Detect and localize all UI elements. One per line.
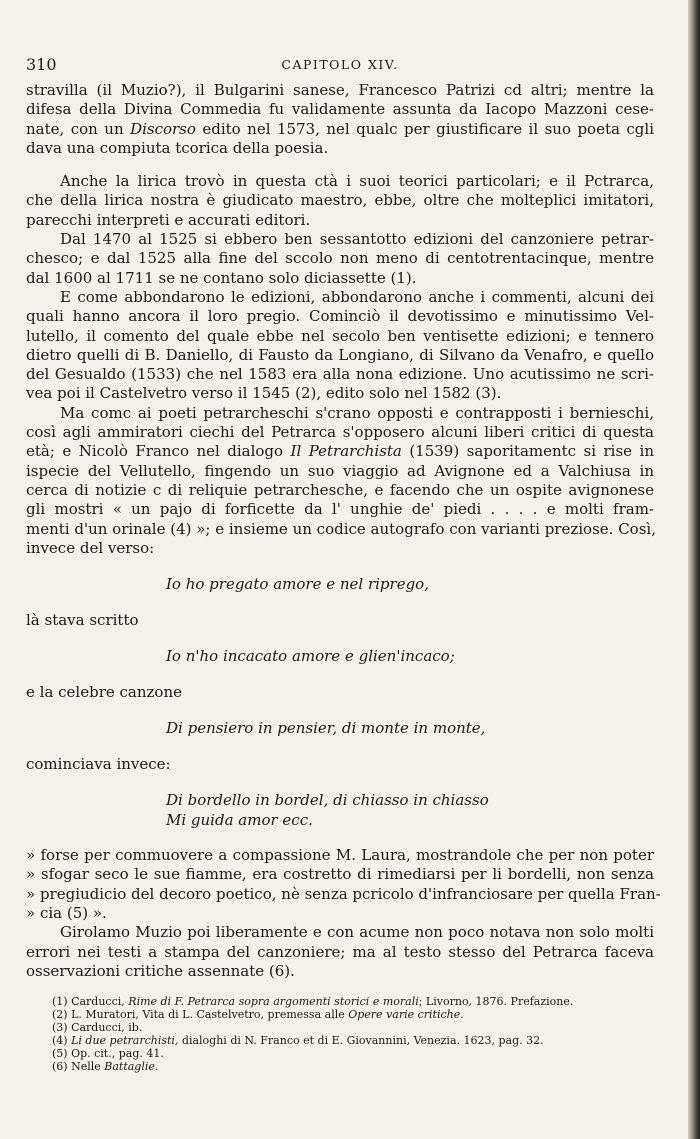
book-page bbox=[26, 55, 661, 1074]
footnote-text: (3) Carducci, ib. bbox=[52, 1021, 143, 1035]
connecting-text: là stava scritto bbox=[26, 611, 139, 630]
running-header bbox=[26, 55, 654, 81]
footnote-text: (5) Op. cit., pag. 41. bbox=[52, 1047, 164, 1061]
text-line: dietro quelli di B. Daniello, di Fausto da Longiano, di Silvano da Venafro, e quello bbox=[26, 345, 654, 364]
text-run: edito nel 1573, nel qualc per giustificare il suo poeta cgli bbox=[195, 119, 654, 138]
footnote bbox=[52, 995, 654, 1008]
paragraph-2 bbox=[26, 172, 654, 230]
text-line: così agli ammiratori ciechi del Petrarca s'opposero alcuni liberi critici di questa bbox=[26, 423, 654, 442]
text-run: (1539) saporitamentc si rise in bbox=[401, 442, 654, 461]
connecting-text: e la celebre canzone bbox=[26, 683, 182, 702]
verse-quote: Di pensiero in pensier, di monte in monte, bbox=[166, 719, 486, 738]
footnote-text: (4) bbox=[52, 1034, 72, 1048]
footnote-text: (1) Carducci, bbox=[52, 995, 129, 1009]
text-line: del Gesualdo (1533) che nel 1583 era alla nona edizione. Uno acutissimo ne scri- bbox=[26, 365, 654, 384]
page-number: 310 bbox=[26, 55, 57, 74]
footnote-text: dialoghi di N. Franco et di E. Giovannini, Venezia. 1623, pag. 32. bbox=[178, 1034, 544, 1048]
text-line: dal 1600 al 1711 se ne contano solo diciassette (1). bbox=[26, 268, 417, 287]
text-line: gli mostri « un pajo di forficette da l' unghie de' piedi . . . . e molti fram- bbox=[26, 500, 654, 519]
footnote-italic: Li due petrarchisti, bbox=[71, 1034, 179, 1048]
text-line: Ma comc ai poeti petrarcheschi s'crano opposti e contrapposti i bernieschi, bbox=[60, 403, 654, 422]
text-line: osservazioni critiche assennate (6). bbox=[26, 961, 295, 980]
chapter-title: CAPITOLO XIV. bbox=[281, 57, 399, 72]
verse-quote: Io n'ho incacato amore e glien'incaco; bbox=[166, 647, 455, 666]
page-edge-shadow bbox=[688, 0, 700, 1139]
paragraph-4 bbox=[26, 288, 654, 404]
text-line: dava una compiuta tcorica della poesia. bbox=[26, 138, 329, 157]
text-line: che della lirica nostra è giudicato maestro, ebbe, oltre che molteplici imitatori, bbox=[26, 191, 654, 210]
text-line: errori nei testi a stampa del canzoniere; ma al testo stesso del Petrarca faceva bbox=[26, 942, 654, 961]
verse-quote: Io ho pregato amore e nel riprego, bbox=[166, 575, 429, 594]
text-line: invece del verso: bbox=[26, 538, 155, 557]
text-run: età; e Nicolò Franco nel dialogo bbox=[26, 442, 291, 461]
footnote-italic: Rime di F. Petrarca sopra argomenti storici e morali bbox=[128, 995, 419, 1009]
paragraph-3 bbox=[26, 230, 654, 288]
verse-quote: Mi guida amor ecc. bbox=[166, 811, 313, 830]
text-line: vea poi il Castelvetro verso il 1545 (2), edito solo nel 1582 (3). bbox=[26, 384, 502, 403]
text-line: lutello, il comento del quale ebbe nel secolo ben ventisette edizioni; e tennero bbox=[26, 326, 654, 345]
footnote-text: ; Livorno, 1876. Prefazione. bbox=[418, 995, 574, 1009]
text-line: cerca di notizie c di reliquie petrarchesche, e facendo che un ospite avignonese bbox=[26, 480, 654, 499]
connecting-text: cominciava invece: bbox=[26, 755, 171, 774]
italic-title: Discorso bbox=[130, 119, 196, 138]
paragraph-6 bbox=[26, 846, 661, 923]
paragraph-5 bbox=[26, 404, 654, 558]
text-line: parecchi interpreti e accurati editori. bbox=[26, 210, 311, 229]
paragraph-1 bbox=[26, 81, 654, 158]
text-line bbox=[26, 442, 654, 461]
text-line: Dal 1470 al 1525 si ebbero ben sessantotto edizioni del canzoniere petrar- bbox=[60, 230, 654, 249]
verse-quote: Di bordello in bordel, di chiasso in chiasso bbox=[166, 791, 489, 810]
text-line: stravilla (il Muzio?), il Bulgarini sanese, Francesco Patrizi cd altri; mentre la bbox=[26, 81, 654, 99]
text-line: Anche la lirica trovò in questa ctà i suoi teorici particolari; e il Pctrarca, bbox=[60, 172, 654, 191]
text-line: ispecie del Vellutello, fingendo un suo viaggio ad Avignone ed a Valchiusa in bbox=[26, 461, 654, 480]
footnote bbox=[52, 1034, 654, 1047]
footnotes bbox=[52, 995, 654, 1073]
text-line: quali hanno ancora il loro pregio. Cominciò il devotissimo e minutissimo Vel- bbox=[26, 307, 654, 326]
footnote-text: (2) L. Muratori, Vita di L. Castelvetro, premessa alle bbox=[52, 1008, 349, 1022]
footnote bbox=[52, 1060, 654, 1073]
text-line: chesco; e dal 1525 alla fine del sccolo non meno di centotrentacinque, mentre bbox=[26, 249, 654, 268]
footnote-italic: Battaglie. bbox=[104, 1060, 159, 1074]
text-line: Girolamo Muzio poi liberamente e con acume non poco notava non solo molti bbox=[60, 923, 654, 942]
footnote bbox=[52, 1021, 654, 1034]
text-line bbox=[26, 120, 654, 139]
text-line: » forse per commuovere a compassione M. Laura, mostrandole che per non poter bbox=[26, 846, 654, 865]
footnote bbox=[52, 1047, 654, 1060]
footnote-text: (6) Nelle bbox=[52, 1060, 105, 1074]
text-line: difesa della Divina Commedia fu validamente assunta da Iacopo Mazzoni cese- bbox=[26, 100, 654, 119]
italic-title: Il Petrarchista bbox=[290, 442, 402, 461]
text-line: » cia (5) ». bbox=[26, 904, 107, 923]
text-line: menti d'un orinale (4) »; e insieme un codice autografo con varianti preziose. Così, bbox=[26, 519, 656, 538]
text-run: nate, con un bbox=[26, 119, 131, 138]
text-line: » sfogar seco le sue fiamme, era costretto di rimediarsi per li bordelli, non senza bbox=[26, 865, 654, 884]
text-line: E come abbondarono le edizioni, abbondarono anche i commenti, alcuni dei bbox=[60, 287, 654, 306]
footnote bbox=[52, 1008, 654, 1021]
text-line: » pregiudicio del decoro poetico, nè senza pcricolo d'infranciosare per quella Fran- bbox=[26, 884, 661, 903]
footnote-italic: Opere varie critiche. bbox=[348, 1008, 464, 1022]
paragraph-7 bbox=[26, 923, 654, 981]
